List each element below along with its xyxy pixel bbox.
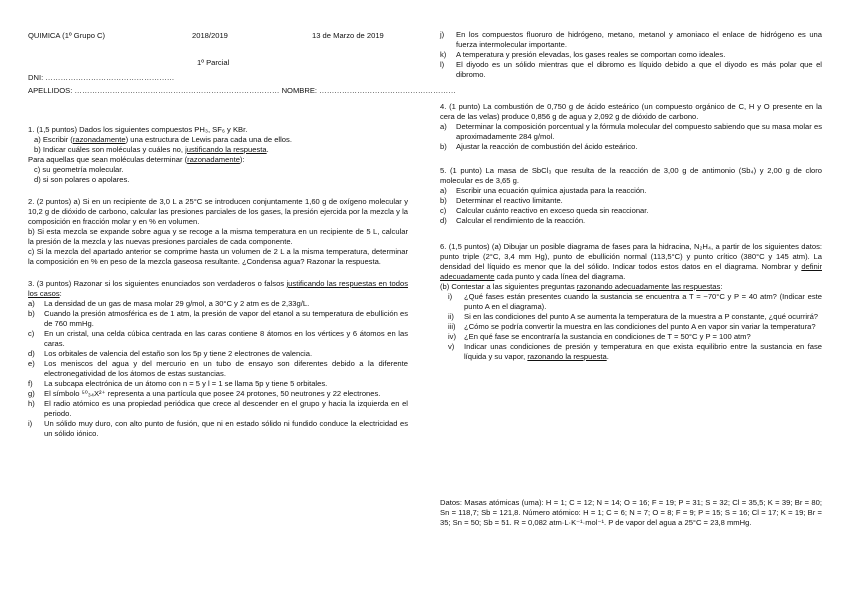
right-column — [440, 30, 822, 362]
q6-part-a: 6. (1,5 puntos) (a) Dibujar un posible diagrama de fases para la hidracina, N₂H₄, a partir de los siguientes datos: punto triple (2°C, 3,4 mm Hg), punto de ebullición normal (113,5°C) y punto crítico (380°C y 145 atm). La densidad del líquido es menor que la del sólido. Indicar todos estos datos en el diagrama. Nombrar y definir adecuadamente cada punto y cada línea del diagrama. — [440, 242, 822, 281]
q6-item-i: i) ¿Qué fases están presentes cuando la sustancia se encuentra a T = −70°C y P = 40 atm? (Indicar este punto A en el diagrama). — [448, 292, 822, 311]
q6-item-iii: iii) ¿Cómo se podría convertir la muestra en las condiciones del punto A en vapor sin variar la temperatura? — [448, 322, 816, 331]
q2-part-a: 2. (2 puntos) a) Si en un recipiente de 3,0 L a 25°C se introducen conjuntamente 1,60 g de oxígeno molecular y 10,2 g de dióxido de carbono, calcular las presiones parciales de los gases, la presión ejercida por la mezcla y la composición en fracción molar y en % en volumen. — [28, 197, 408, 226]
q3-item-g: g) El símbolo ⁵⁰₃₄X²⁺ representa a una partícula que posee 24 protones, 50 neutrones y 22 electrones. — [28, 389, 381, 398]
q3-item-l: l) El diyodo es un sólido mientras que el dibromo es líquido debido a que el diyodo es más polar que el dibromo. — [440, 60, 822, 79]
dni-field: DNI: …………………………………………… — [28, 73, 175, 82]
exam-title: 1º Parcial — [197, 58, 230, 67]
q4-item-b: b) Ajustar la reacción de combustión del ácido esteárico. — [440, 142, 638, 151]
isotope-symbol: ⁵⁰₃₄X²⁺ — [81, 389, 106, 398]
course-title: QUIMICA (1º Grupo C) — [28, 31, 106, 40]
q2-part-c: c) Si la mezcla del apartado anterior se comprime hasta un volumen de 2 L a la misma temperatura, determinar la composición en % en peso de la mezcla gaseosa resultante. ¿Condensa agua? Razonar la respuesta. — [28, 247, 408, 266]
q2-part-b: b) Si esta mezcla se expande sobre agua y se recoge a la misma temperatura en un recipiente de 5 L, calcular la presión de la mezcla y las nuevas presiones parciales de cada componente. — [28, 227, 408, 246]
name-field: APELLIDOS: ……………………………………………………………………… NOMBRE: ……………………………………………… — [28, 86, 456, 95]
q5-item-c: c) Calcular cuánto reactivo en exceso queda sin reaccionar. — [440, 206, 649, 215]
q4-title: 4. (1 punto) La combustión de 0,750 g de ácido esteárico (un compuesto orgánico de C, H y O presente en la cera de las velas) produce 0,856 g de agua y 2,092 g de dióxido de carbono. — [440, 102, 822, 121]
question-5 — [440, 166, 822, 226]
q3-item-c: c) En un cristal, una celda cúbica centrada en las caras contiene 8 átomos en los vértices y 6 átomos en las caras. — [28, 329, 408, 348]
q1-item-d: d) si son polares o apolares. — [34, 175, 130, 184]
q5-item-b: b) Determinar el reactivo limitante. — [440, 196, 563, 205]
question-3 — [28, 279, 408, 439]
left-column — [28, 125, 408, 439]
question-4 — [440, 102, 822, 152]
exam-date: 13 de Marzo de 2019 — [312, 31, 384, 40]
q1-item-a: a) Escribir (razonadamente) una estructura de Lewis para cada una de ellos. — [34, 135, 292, 144]
q6-item-v: v) Indicar unas condiciones de presión y temperatura en que exista equilibrio entre la sustancia en fase líquida y su vapor, razonando la respuesta. — [448, 342, 822, 361]
data-note: Datos: Masas atómicas (uma): H = 1; C = 12; N = 14; O = 16; F = 19; P = 31; S = 32; Cl = 35,5; K = 39; Br = 80; Sn = 118,7; Sb = 121,8. Número atómico: H = 1; C = 6; N = 7; O = 8; F = 9; P = 15; S = 16; Cl = 17; K = 19; Br = 35; Sn = 50; Sb = 51. R = 0,082 atm·L·K⁻¹·mol⁻¹. P de vapor del agua a 25°C = 23,8 mmHg. — [440, 498, 822, 527]
q3-item-e: e) Los meniscos del agua y del mercurio en un tubo de ensayo son diferentes debido a la diferente electronegatividad de los átomos de estas sustancias. — [28, 359, 408, 378]
question-1 — [28, 125, 408, 185]
q3-item-k: k) A temperatura y presión elevadas, los gases reales se comportan como ideales. — [440, 50, 726, 59]
q3-item-f: f) La subcapa electrónica de un átomo con n = 5 y l = 1 se llama 5p y tiene 5 orbitales. — [28, 379, 328, 388]
q5-item-a: a) Escribir una ecuación química ajustada para la reacción. — [440, 186, 647, 195]
q3-item-i: i) Un sólido muy duro, con alto punto de fusión, que ni en estado sólido ni fundido conduce la electricidad es un sólido iónico. — [28, 419, 408, 438]
q3-intro: 3. (3 puntos) Razonar si los siguientes enunciados son verdaderos o falsos justificando las respuestas en todos los casos: — [28, 279, 408, 298]
q6-part-b: (b) Contestar a las siguientes preguntas razonando adecuadamente las respuestas: — [440, 282, 723, 291]
q3-item-d: d) Los orbitales de valencia del estaño son los 5p y tiene 2 electrones de valencia. — [28, 349, 313, 358]
question-3-continued — [440, 30, 822, 80]
question-2 — [28, 197, 408, 267]
academic-year: 2018/2019 — [192, 31, 228, 40]
q4-item-a: a) Determinar la composición porcentual y la fórmula molecular del compuesto sabiendo que su masa molar es aproximadamente 284 g/mol. — [440, 122, 822, 141]
q1-intro: Para aquellas que sean moléculas determinar (razonadamente): — [28, 155, 245, 164]
q6-item-ii: ii) Si en las condiciones del punto A se aumenta la temperatura de la muestra a P constante, ¿qué ocurrirá? — [448, 312, 819, 321]
q5-title: 5. (1 punto) La masa de SbCl₃ que resulta de la reacción de 3,00 g de antimonio (Sb₄) y 2,00 g de cloro molecular es de 3,65 g. — [440, 166, 822, 185]
question-6 — [440, 242, 822, 362]
q1-item-c: c) su geometría molecular. — [34, 165, 124, 174]
q5-item-d: d) Calcular el rendimiento de la reacción. — [440, 216, 586, 225]
q1-title: 1. (1,5 puntos) Dados los siguientes compuestos PH₃, SF₆ y KBr. — [28, 125, 248, 134]
q3-item-a: a) La densidad de un gas de masa molar 29 g/mol, a 30°C y 2 atm es de 2,33g/L. — [28, 299, 310, 308]
q3-item-b: b) Cuando la presión atmosférica es de 1 atm, la presión de vapor del etanol a su temperatura de ebullición es de 760 mmHg. — [28, 309, 408, 328]
q1-item-b: b) Indicar cuáles son moléculas y cuáles no, justificando la respuesta. — [34, 145, 269, 154]
q3-item-h: h) El radio atómico es una propiedad periódica que crece al descender en el grupo y hacia la izquierda en el periodo. — [28, 399, 408, 418]
q6-item-iv: iv) ¿En qué fase se encontraría la sustancia en condiciones de T = 50°C y P = 100 atm? — [448, 332, 751, 341]
q3-item-j: j) En los compuestos fluoruro de hidrógeno, metano, metanol y amoniaco el enlace de hidrógeno es una fuerza intermolecular importante. — [440, 30, 822, 49]
